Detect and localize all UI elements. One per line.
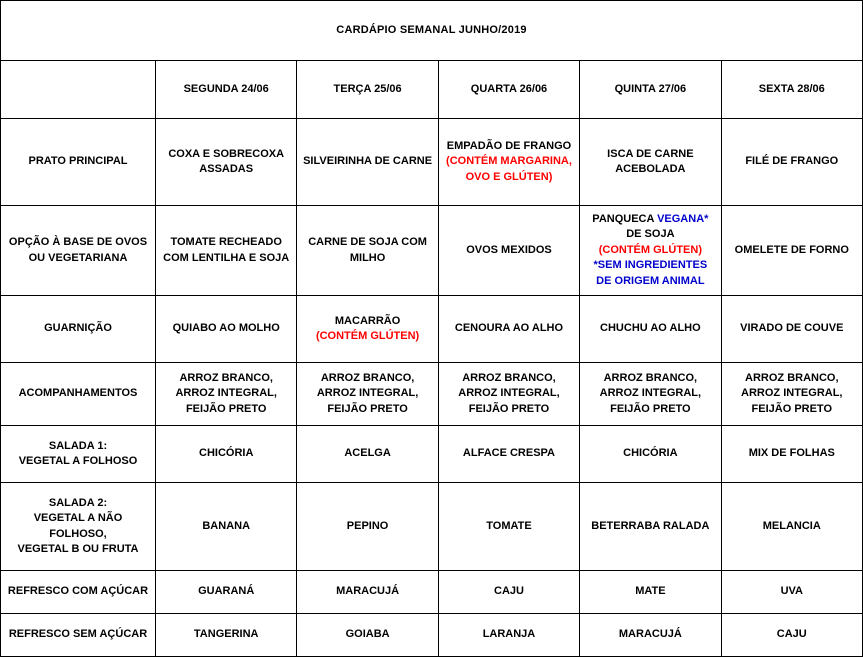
menu-cell xyxy=(156,206,297,296)
dish-text: PANQUECA xyxy=(592,213,658,226)
title-row xyxy=(1,1,863,61)
dish-text: MIX DE FOLHAS xyxy=(748,447,835,460)
dish-text: GUARANÁ xyxy=(198,585,255,598)
menu-row xyxy=(1,483,863,571)
menu-cell xyxy=(580,614,721,657)
dish-text: FILÉ DE FRANGO xyxy=(745,155,839,168)
menu-cell xyxy=(721,571,862,614)
dish-text: UVA xyxy=(780,585,803,598)
menu-row xyxy=(1,119,863,206)
menu-cell xyxy=(156,296,297,363)
dish-text: MARACUJÁ xyxy=(336,585,400,598)
dish-text: SILVEIRINHA DE CARNE xyxy=(303,155,433,168)
menu-row xyxy=(1,206,863,296)
dish-text: QUIABO AO MOLHO xyxy=(172,322,280,335)
dish-text: PEPINO xyxy=(346,519,389,532)
menu-row xyxy=(1,363,863,426)
dish-text: MACARRÃO xyxy=(334,314,401,327)
dish-text: BANANA xyxy=(202,519,251,532)
dish-text: CAJU xyxy=(494,585,524,598)
corner-cell xyxy=(1,61,156,119)
dish-text: MARACUJÁ xyxy=(618,628,682,641)
menu-cell xyxy=(297,296,438,363)
menu-cell xyxy=(438,483,579,571)
dish-text: ARROZ BRANCO, ARROZ INTEGRAL, FEIJÃO PRETO xyxy=(316,371,419,415)
menu-cell xyxy=(580,206,721,296)
menu-cell xyxy=(721,206,862,296)
menu-cell xyxy=(438,296,579,363)
dish-text: MELANCIA xyxy=(762,519,821,532)
dish-text: ACELGA xyxy=(344,447,391,460)
menu-title: CARDÁPIO SEMANAL JUNHO/2019 xyxy=(1,1,863,61)
menu-cell xyxy=(580,296,721,363)
menu-cell xyxy=(438,614,579,657)
menu-cell xyxy=(297,363,438,426)
menu-cell xyxy=(297,119,438,206)
menu-cell xyxy=(156,426,297,483)
dish-text: VIRADO DE COUVE xyxy=(740,322,844,335)
dish-text: GOIABA xyxy=(345,628,390,641)
dish-text: ARROZ BRANCO, ARROZ INTEGRAL, FEIJÃO PRETO xyxy=(741,371,843,415)
menu-cell xyxy=(721,483,862,571)
menu-cell xyxy=(297,483,438,571)
dish-text: ARROZ BRANCO, ARROZ INTEGRAL, FEIJÃO PRETO xyxy=(458,371,560,415)
menu-cell xyxy=(297,206,438,296)
menu-row xyxy=(1,296,863,363)
dish-text: MATE xyxy=(635,585,666,598)
row-label: OPÇÃO À BASE DE OVOS OU VEGETARIANA xyxy=(1,206,156,296)
day-header: QUINTA 27/06 xyxy=(580,61,721,119)
row-label: GUARNIÇÃO xyxy=(1,296,156,363)
dish-text: CHICÓRIA xyxy=(623,447,678,460)
dish-text: ALFACE CRESPA xyxy=(462,447,556,460)
day-header: TERÇA 25/06 xyxy=(297,61,438,119)
vegan-note: *SEM INGREDIENTES DE ORIGEM ANIMAL xyxy=(593,259,708,287)
day-header: QUARTA 26/06 xyxy=(438,61,579,119)
menu-cell xyxy=(721,614,862,657)
menu-row xyxy=(1,426,863,483)
dish-text: CARNE DE SOJA COM MILHO xyxy=(308,236,427,264)
menu-cell xyxy=(721,363,862,426)
menu-cell xyxy=(580,363,721,426)
dish-text: COXA E SOBRECOXA ASSADAS xyxy=(168,147,285,175)
dish-text: ARROZ BRANCO, ARROZ INTEGRAL, FEIJÃO PRETO xyxy=(175,371,277,415)
menu-cell xyxy=(438,571,579,614)
menu-cell xyxy=(438,426,579,483)
allergen-note: (CONTÉM MARGARINA, OVO E GLÚTEN) xyxy=(446,155,572,183)
menu-cell xyxy=(721,426,862,483)
row-label: ACOMPANHAMENTOS xyxy=(1,363,156,426)
dish-text: TANGERINA xyxy=(193,628,259,641)
row-label: SALADA 1: VEGETAL A FOLHOSO xyxy=(1,426,156,483)
dish-text: EMPADÃO DE FRANGO xyxy=(446,139,572,152)
day-header: SEXTA 28/06 xyxy=(721,61,862,119)
dish-text: CHUCHU AO ALHO xyxy=(600,322,701,335)
row-label: PRATO PRINCIPAL xyxy=(1,119,156,206)
dish-text: CENOURA AO ALHO xyxy=(454,322,564,335)
dish-text: OVOS MEXIDOS xyxy=(466,243,552,256)
menu-cell xyxy=(580,426,721,483)
vegan-note: VEGANA* xyxy=(657,213,709,226)
menu-row xyxy=(1,571,863,614)
allergen-note: (CONTÉM GLÚTEN) xyxy=(598,243,702,256)
row-label: SALADA 2: VEGETAL A NÃO FOLHOSO, VEGETAL B OU FRUTA xyxy=(1,483,156,571)
menu-cell xyxy=(438,206,579,296)
dish-text: LARANJA xyxy=(482,628,536,641)
dish-text: TOMATE xyxy=(486,519,532,532)
menu-cell xyxy=(297,614,438,657)
menu-cell xyxy=(438,119,579,206)
dish-text: CAJU xyxy=(776,628,807,641)
dish-text: BETERRABA RALADA xyxy=(591,519,710,532)
dish-text: ARROZ BRANCO, ARROZ INTEGRAL, FEIJÃO PRETO xyxy=(599,371,702,415)
menu-cell xyxy=(156,119,297,206)
menu-cell xyxy=(721,119,862,206)
menu-cell xyxy=(156,571,297,614)
menu-cell xyxy=(156,614,297,657)
dish-text: CHICÓRIA xyxy=(199,447,254,460)
menu-cell xyxy=(297,426,438,483)
menu-cell xyxy=(721,296,862,363)
menu-row xyxy=(1,614,863,657)
dish-text: DE SOJA xyxy=(626,228,675,241)
menu-cell xyxy=(580,119,721,206)
row-label: REFRESCO COM AÇÚCAR xyxy=(1,571,156,614)
row-label: REFRESCO SEM AÇÚCAR xyxy=(1,614,156,657)
dish-text: ISCA DE CARNE ACEBOLADA xyxy=(607,147,694,175)
menu-cell xyxy=(297,571,438,614)
dish-text: TOMATE RECHEADO COM LENTILHA E SOJA xyxy=(163,236,290,264)
menu-cell xyxy=(580,571,721,614)
dish-text: OMELETE DE FORNO xyxy=(734,243,849,256)
allergen-note: (CONTÉM GLÚTEN) xyxy=(315,330,420,342)
menu-cell xyxy=(156,483,297,571)
day-header-row xyxy=(1,61,863,119)
day-header: SEGUNDA 24/06 xyxy=(156,61,297,119)
menu-cell xyxy=(438,363,579,426)
menu-cell xyxy=(156,363,297,426)
menu-cell xyxy=(580,483,721,571)
